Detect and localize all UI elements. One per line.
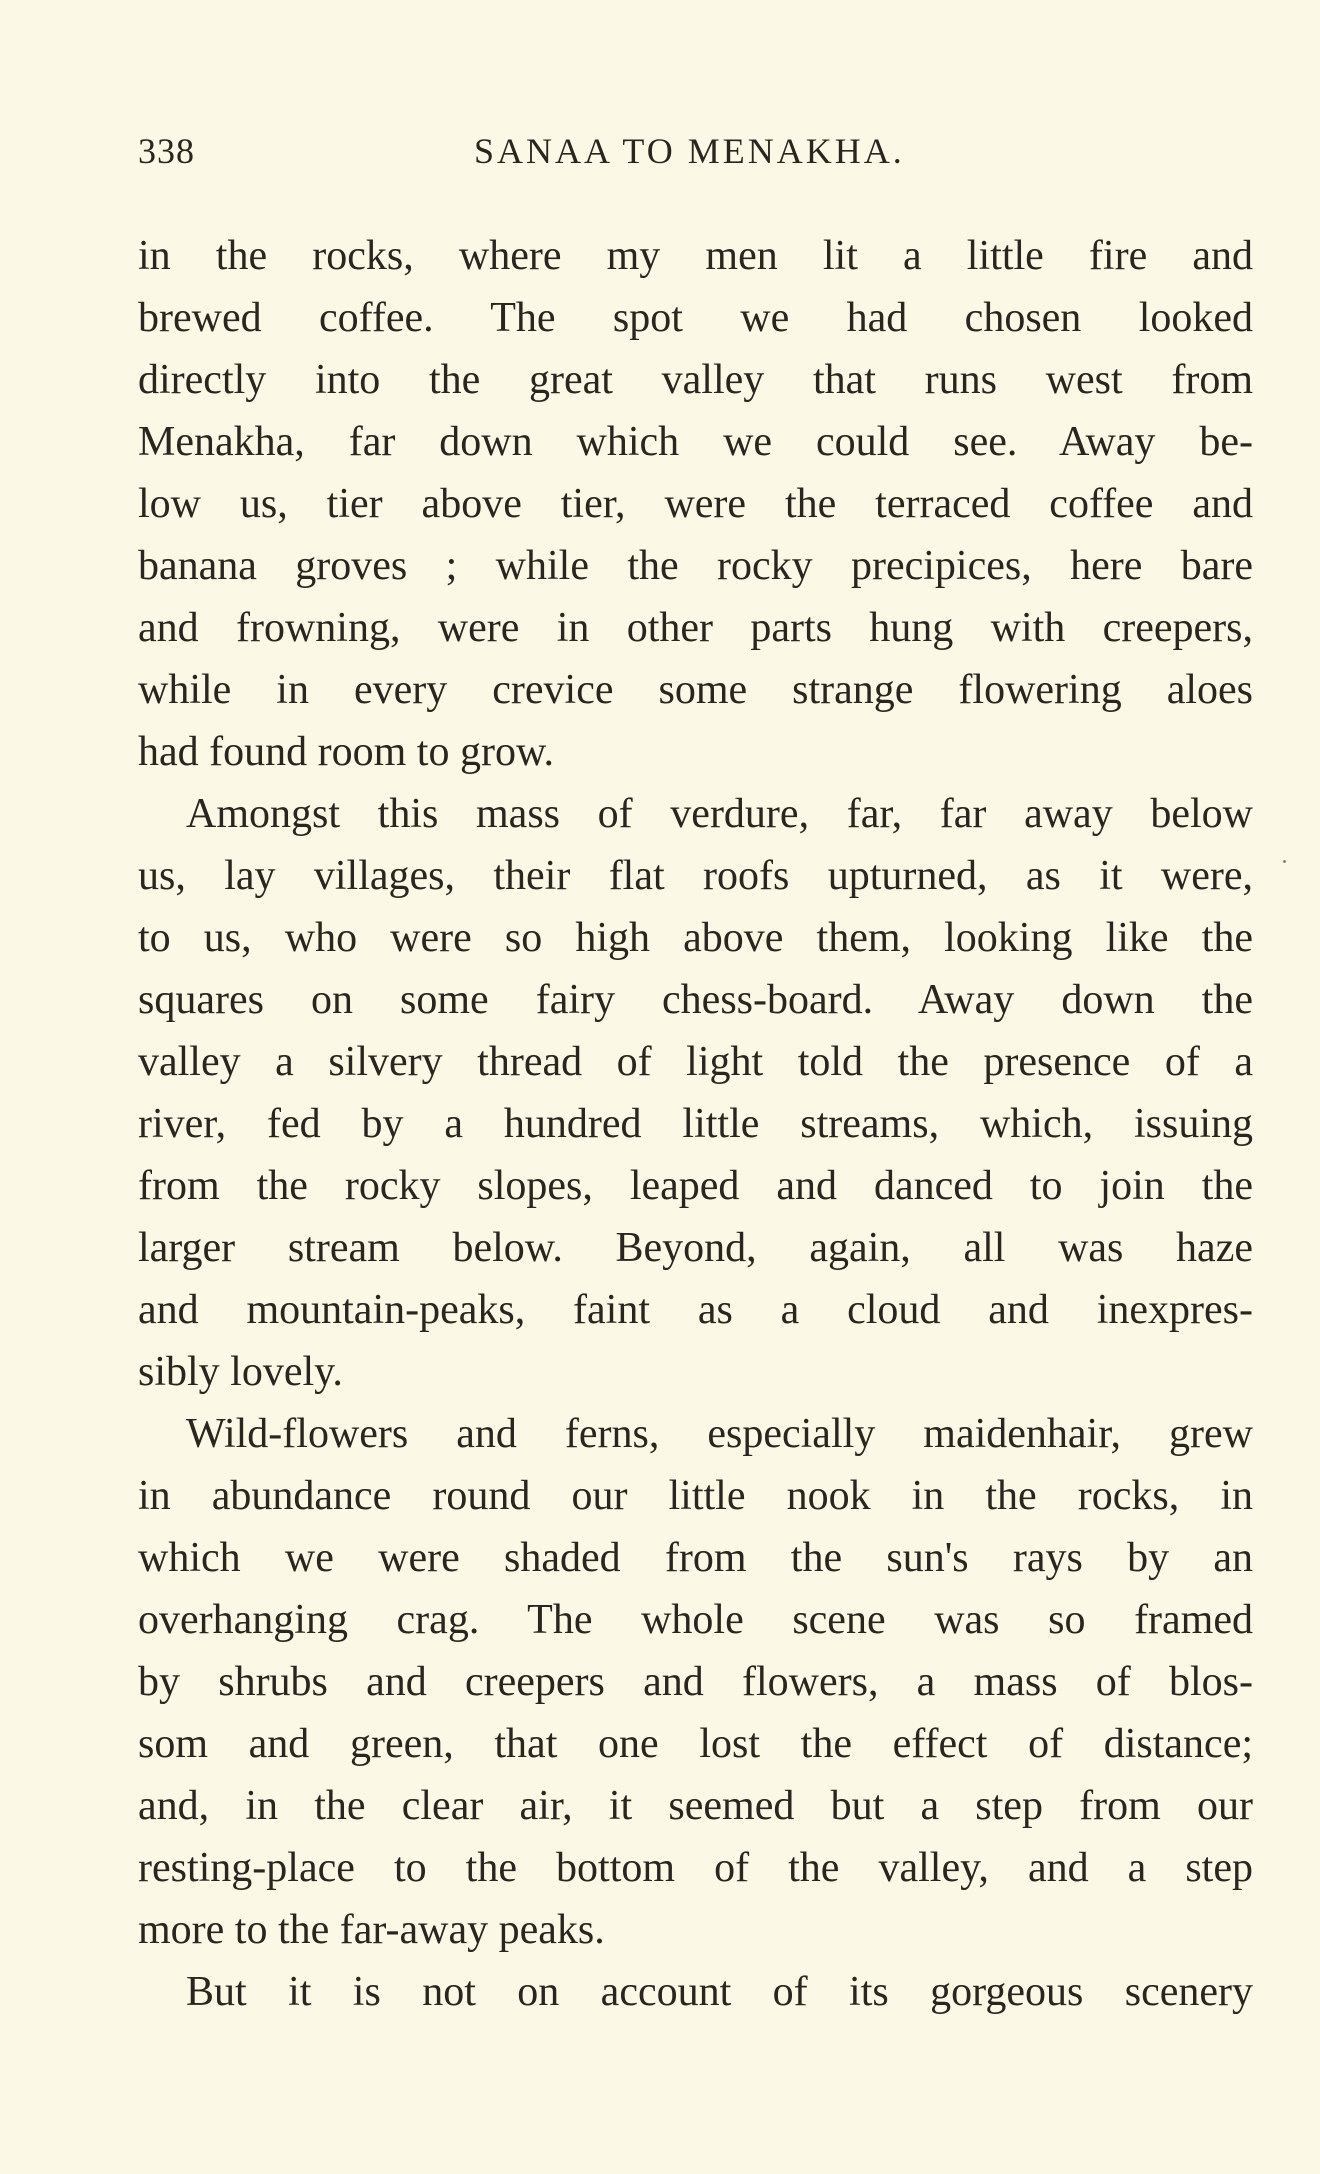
- text-line: valley a silvery thread of light told the presence of a: [138, 1039, 1253, 1085]
- text-line: had found room to grow.: [138, 729, 555, 775]
- page-number: 338: [138, 131, 195, 171]
- text-line: more to the far-away peaks.: [138, 1907, 605, 1953]
- text-line: and frowning, were in other parts hung with creepers,: [138, 605, 1253, 651]
- text-line: while in every crevice some strange flowering aloes: [138, 667, 1253, 713]
- text-line: in the rocks, where my men lit a little fire and: [138, 233, 1253, 279]
- text-line: But it is not on account of its gorgeous scenery: [186, 1969, 1253, 2015]
- text-line: Menakha, far down which we could see. Away be-: [138, 419, 1253, 465]
- paper-speck: [1283, 860, 1286, 863]
- text-line: Amongst this mass of verdure, far, far away below: [186, 791, 1253, 837]
- running-head: SANAA TO MENAKHA.: [474, 131, 905, 171]
- text-line: from the rocky slopes, leaped and danced to join the: [138, 1163, 1253, 1209]
- text-line: in abundance round our little nook in the rocks, in: [138, 1473, 1253, 1519]
- text-line: som and green, that one lost the effect of distance;: [138, 1721, 1253, 1767]
- text-line: by shrubs and creepers and flowers, a mass of blos-: [138, 1659, 1253, 1705]
- page-header: [138, 130, 1258, 180]
- body-text: [138, 225, 1253, 2023]
- text-line: resting-place to the bottom of the valley, and a step: [138, 1845, 1253, 1891]
- text-line: larger stream below. Beyond, again, all was haze: [138, 1225, 1253, 1271]
- text-line: directly into the great valley that runs west from: [138, 357, 1253, 403]
- text-line: overhanging crag. The whole scene was so framed: [138, 1597, 1253, 1643]
- text-line: banana groves ; while the rocky precipices, here bare: [138, 543, 1253, 589]
- text-line: Wild-flowers and ferns, especially maidenhair, grew: [186, 1411, 1253, 1457]
- text-line: brewed coffee. The spot we had chosen looked: [138, 295, 1253, 341]
- text-line: and, in the clear air, it seemed but a step from our: [138, 1783, 1253, 1829]
- text-line: and mountain-peaks, faint as a cloud and inexpres-: [138, 1287, 1253, 1333]
- text-line: sibly lovely.: [138, 1349, 343, 1395]
- text-line: to us, who were so high above them, looking like the: [138, 915, 1253, 961]
- text-line: river, fed by a hundred little streams, which, issuing: [138, 1101, 1253, 1147]
- text-line: which we were shaded from the sun's rays by an: [138, 1535, 1253, 1581]
- text-line: squares on some fairy chess-board. Away down the: [138, 977, 1253, 1023]
- text-line: low us, tier above tier, were the terraced coffee and: [138, 481, 1253, 527]
- text-line: us, lay villages, their flat roofs upturned, as it were,: [138, 853, 1253, 899]
